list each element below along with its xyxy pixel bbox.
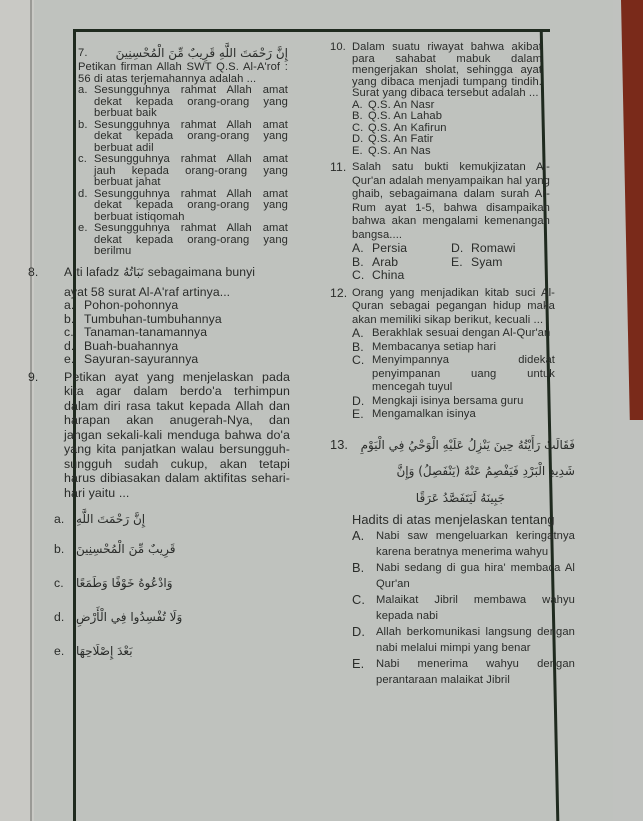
option-b[interactable]: B. Arab bbox=[352, 254, 399, 269]
option-b[interactable]: b. Sesungguhnya rahmat Allah amat dekat kepada orang-orang yang berbuat adil bbox=[78, 118, 288, 154]
question-10 bbox=[330, 42, 542, 157]
question-text: Petikan ayat yang menjelaskan pada kita agar dalam berdo'a terhimpun dalam diri rasa takut kepada Allah dan harapan akan anugerah-Nya, dan jangan sekali-kali menduga bahwa do'a yang kita panjatkan walau bersungguh-sungguh sudah cukup, akan tetapi harus dibiasakan dalam aktifitas sehari-hari yaitu ... bbox=[64, 369, 290, 500]
question-9 bbox=[28, 370, 290, 669]
option-d[interactable]: D. Romawi bbox=[451, 241, 516, 255]
option-a[interactable]: A. Nabi saw mengeluarkan keringatnya karena beratnya menerima wahyu bbox=[352, 527, 575, 558]
border-top-right bbox=[320, 29, 550, 32]
question-text: Dalam suatu riwayat bahwa akibat para sahabat mabuk dalam mengerjakan sholat, sehingga ayat yang dibaca menjadi tumpang tindih. Surat yang dibaca tersebut adalah ... bbox=[352, 41, 542, 99]
right-column bbox=[330, 41, 575, 691]
arabic-hadith-line-3: جَبِينَهُ لَيَتَفَصَّدُ عَرَقًا bbox=[415, 490, 505, 505]
question-text: Hadits di atas menjelaskan tentang bbox=[352, 511, 555, 527]
option-e[interactable]: e. بَعْدَ إِصْلَاحِهَا bbox=[54, 643, 133, 658]
option-c[interactable]: C. Malaikat Jibril membawa wahyu kepada nabi bbox=[352, 591, 575, 622]
option-b[interactable]: b. قَرِيبٌ مِّنَ الْمُحْسِنِينَ bbox=[54, 541, 176, 556]
question-number: 8. bbox=[28, 264, 39, 279]
option-d[interactable]: d. Sesungguhnya rahmat Allah amat dekat kepada orang-orang yang berbuat istiqomah bbox=[78, 187, 288, 223]
question-8 bbox=[28, 264, 290, 367]
arabic-hadith-line-1: فَقَالَتْ رَأَيْتُهُ حِينَ يَنْزِلُ عَلَيْهِ الْوَحْيُ فِي الْيَوْمِ bbox=[360, 437, 575, 452]
option-e[interactable]: e. Sayuran-sayurannya bbox=[64, 352, 199, 366]
border-top-left bbox=[75, 29, 320, 32]
arabic-verse: إِنَّ رَحْمَتَ اللَّهِ قَرِيبٌ مِّنَ الْمُحْسِنِينَ bbox=[115, 46, 288, 61]
question-text: Orang yang menjadikan kitab suci Al-Quran sebagai pegangan hidup maka akan memiliki sikap berikut, kecuali ... bbox=[352, 286, 555, 326]
arabic-option: وَلَا تُفْسِدُوا فِي الْأَرْضِ bbox=[76, 609, 183, 624]
arabic-option: إِنَّ رَحْمَتَ اللَّهِ bbox=[76, 511, 146, 526]
question-number: 11. bbox=[330, 160, 347, 174]
option-d[interactable]: D. Mengkaji isinya bersama guru bbox=[352, 393, 524, 408]
arabic-hadith-line-2: شَدِيدِ الْبَرْدِ فَيَفْصِمُ عَنْهُ (يَنْفَصِلُ) وَإِنَّ bbox=[396, 463, 575, 478]
question-number: 12. bbox=[330, 285, 348, 300]
question-text-part3: ayat 58 surat Al-A'raf artinya... bbox=[64, 284, 231, 299]
option-c[interactable]: c. Sesungguhnya rahmat Allah amat jauh kepada orang-orang yang berbuat jahat bbox=[78, 153, 288, 188]
option-c[interactable]: C. Q.S. An Kafirun bbox=[352, 121, 447, 134]
option-a[interactable]: A. Persia bbox=[352, 241, 408, 255]
option-e[interactable]: E. Mengamalkan isinya bbox=[352, 407, 476, 421]
option-d[interactable]: D. Q.S. An Fatir bbox=[352, 133, 434, 145]
option-b[interactable]: B. Membacanya setiap hari bbox=[352, 339, 497, 354]
question-number: 10. bbox=[330, 41, 346, 53]
question-text: Petikan firman Allah SWT Q.S. Al-A'rof : 56 di atas terjemahannya adalah ... bbox=[78, 61, 288, 85]
arabic-option: بَعْدَ إِصْلَاحِهَا bbox=[76, 643, 133, 658]
left-column bbox=[28, 46, 290, 671]
option-a[interactable]: a. Pohon-pohonnya bbox=[64, 298, 179, 312]
question-number: 7. bbox=[78, 47, 88, 60]
question-7 bbox=[78, 46, 288, 258]
question-12 bbox=[330, 287, 555, 422]
question-number: 13. bbox=[330, 436, 349, 452]
option-c[interactable]: c. Tanaman-tanamannya bbox=[64, 325, 208, 339]
option-a[interactable]: a. إِنَّ رَحْمَتَ اللَّهِ bbox=[54, 511, 146, 526]
option-b[interactable]: b. Tumbuhan-tumbuhannya bbox=[64, 311, 222, 326]
option-e[interactable]: e. Sesungguhnya rahmat Allah amat dekat kepada orang-orang yang berilmu bbox=[78, 222, 288, 257]
option-b[interactable]: B. Nabi sedang di gua hira' membaca Al Qur'an bbox=[352, 559, 575, 590]
option-d[interactable]: d. Buah-buahannya bbox=[64, 338, 179, 353]
option-a[interactable]: A. Berakhlak sesuai dengan Al-Qur'an bbox=[352, 326, 551, 340]
arabic-option: وَادْعُوهُ خَوْفًا وَطَمَعًا bbox=[76, 575, 173, 590]
arabic-option: قَرِيبٌ مِّنَ الْمُحْسِنِينَ bbox=[76, 541, 176, 556]
arabic-word: نَبَاتُهُ bbox=[123, 264, 144, 279]
option-d[interactable]: d. وَلَا تُفْسِدُوا فِي الْأَرْضِ bbox=[54, 609, 183, 624]
option-e[interactable]: E. Nabi menerima wahyu dengan perantaraan malaikat Jibril bbox=[352, 655, 575, 686]
option-e[interactable]: E. Q.S. An Nas bbox=[352, 144, 431, 157]
option-a[interactable]: A. Q.S. An Nasr bbox=[352, 98, 435, 111]
option-a[interactable]: a. Sesungguhnya rahmat Allah amat dekat kepada orang-orang yang berbuat baik bbox=[78, 84, 288, 119]
question-text: Salah satu bukti kemukjizatan Al-Qur'an adalah menyampaikan hal yang ghaib, sebagaimana dalam surah Ar-Rum ayat 1-5, bahwa disampaikan bahwa akan mengalami kemenangan bangsa.... bbox=[352, 161, 550, 241]
option-c[interactable]: C. Menyimpannya didekat penyimpanan uang untuk mencegah tuyul bbox=[352, 353, 555, 393]
question-text-part1: Arti lafadz bbox=[64, 264, 120, 279]
option-d[interactable]: D. Allah berkomunikasi langsung dengan nabi melalui mimpi yang benar bbox=[352, 623, 575, 654]
option-c[interactable]: C. China bbox=[352, 268, 405, 282]
question-13 bbox=[330, 432, 575, 688]
option-c[interactable]: c. وَادْعُوهُ خَوْفًا وَطَمَعًا bbox=[54, 575, 173, 590]
option-e[interactable]: E. Syam bbox=[451, 254, 503, 269]
option-b[interactable]: B. Q.S. An Lahab bbox=[352, 110, 443, 122]
question-11 bbox=[330, 161, 550, 283]
question-text-part2: sebagaimana bunyi bbox=[147, 264, 256, 279]
question-number: 9. bbox=[28, 369, 39, 384]
